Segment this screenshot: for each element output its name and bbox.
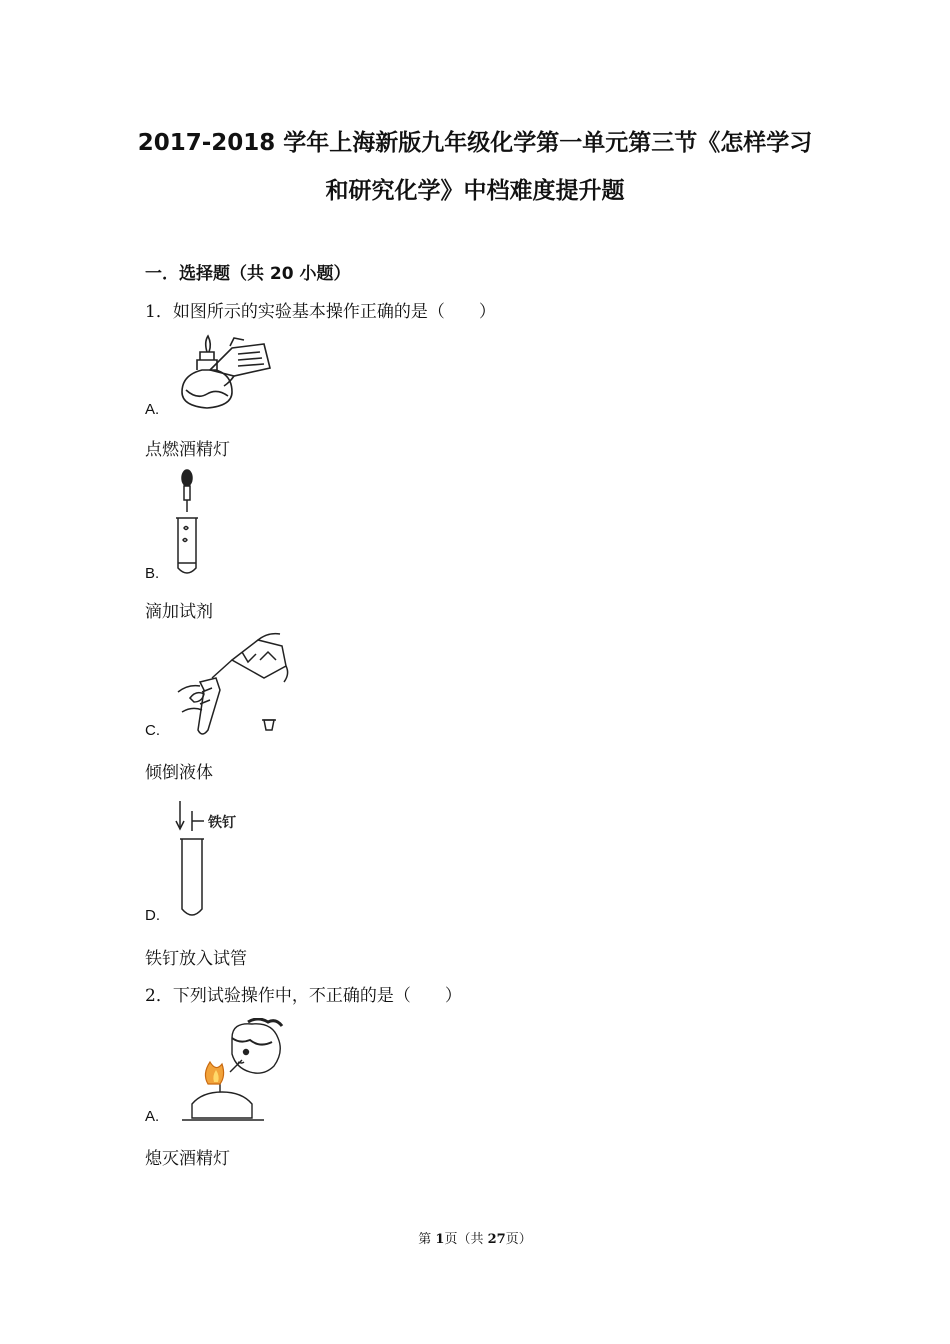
footer-prefix: 第 [418,1232,436,1247]
pouring-liquid-figure [172,630,292,740]
q1-option-a-caption: 点燃酒精灯 [145,440,230,460]
iron-nail-label: 铁钉 [208,815,236,831]
question-1-stem: 1．如图所示的实验基本操作正确的是（ ） [145,302,496,322]
q1-option-c-label: C. [145,722,160,739]
q1-option-b-caption: 滴加试剂 [145,602,213,622]
question-2-stem: 2．下列试验操作中，不正确的是（ ） [145,986,462,1006]
footer-middle: 页（共 [444,1232,488,1247]
blowing-out-lamp-figure [172,1018,302,1123]
lighting-alcohol-lamp-figure [172,330,272,415]
q1-option-a-label: A. [145,401,160,418]
q2-option-a-caption: 熄灭酒精灯 [145,1149,230,1169]
footer-page-number: 1 [435,1232,445,1247]
title-line-2: 和研究化学》中档难度提升题 [325,178,625,204]
q1-option-b-label: B. [145,565,160,582]
footer-suffix: 页） [505,1232,532,1247]
title-line-1: 2017-2018 学年上海新版九年级化学第一单元第三节《怎样学习 [137,130,813,156]
page-footer [0,1228,950,1247]
q1-option-d-caption: 铁钉放入试管 [145,949,247,969]
q1-option-c-caption: 倾倒液体 [145,763,213,783]
q1-option-d-label: D. [145,907,160,924]
footer-total-pages: 27 [487,1232,506,1247]
iron-nail-test-tube-figure [172,797,252,922]
section-heading: 一．选择题（共 20 小题） [145,264,351,284]
dropper-test-tube-figure [172,468,202,580]
q2-option-a-label: A. [145,1108,160,1125]
